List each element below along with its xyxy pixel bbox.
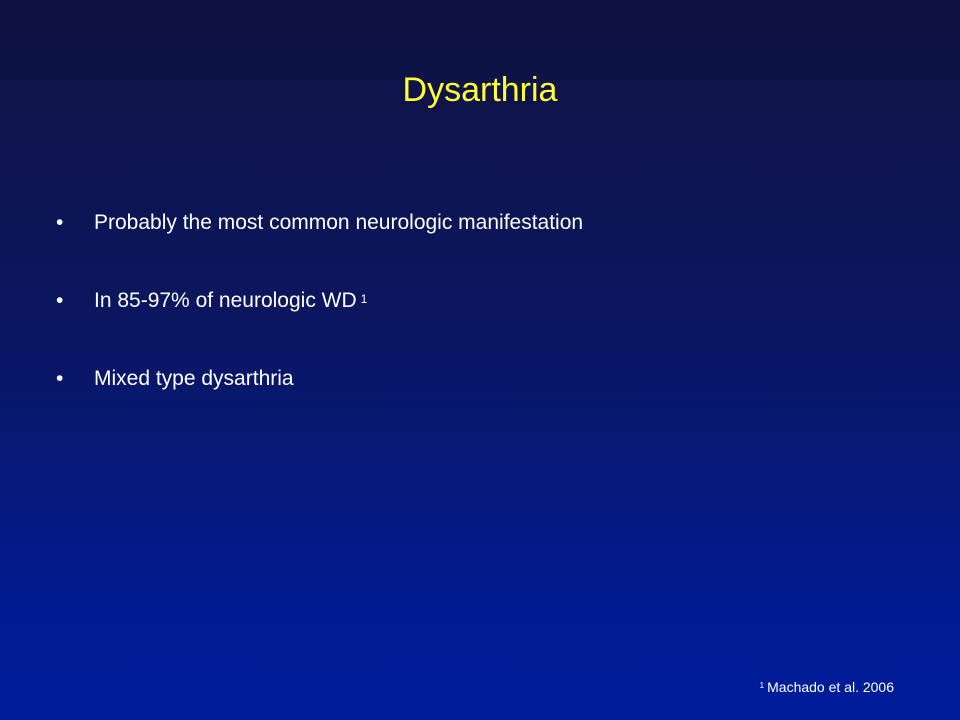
- bullet-item: [56, 286, 583, 316]
- bullet-icon: •: [56, 289, 64, 312]
- bullet-text: In 85-97% of neurologic WD: [94, 289, 357, 312]
- bullet-item: [56, 364, 583, 394]
- footnote-text: Machado et al. 2006: [767, 679, 894, 695]
- slide-title: Dysarthria: [402, 71, 558, 109]
- bullet-item: [56, 208, 583, 238]
- footnote-marker: 1: [759, 681, 765, 690]
- bullet-list: [56, 208, 583, 442]
- citation-superscript: 1: [360, 292, 368, 306]
- bullet-text: Probably the most common neurologic manifestation: [94, 211, 584, 234]
- bullet-icon: •: [56, 367, 64, 390]
- bullet-text: Mixed type dysarthria: [94, 367, 294, 390]
- footnote: [760, 677, 894, 697]
- bullet-icon: •: [56, 211, 64, 234]
